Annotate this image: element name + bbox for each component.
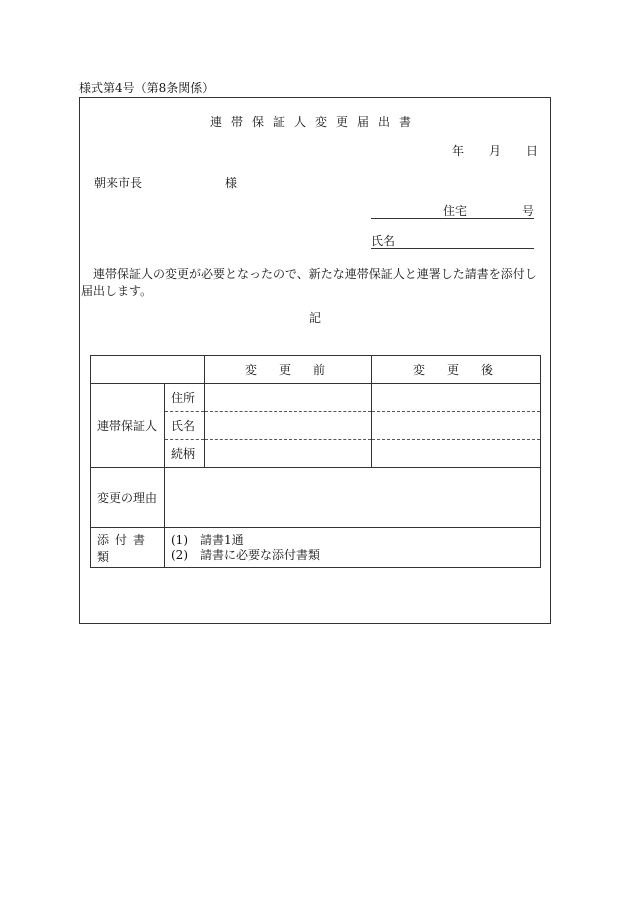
- header-blank-cell: [91, 356, 205, 384]
- header-after: 変更後: [372, 356, 541, 384]
- addressee-suffix: 様: [225, 176, 238, 190]
- attachment-item: (1) 請書1通: [171, 532, 244, 547]
- table-row: [91, 384, 541, 412]
- relation-after-cell[interactable]: [372, 440, 541, 468]
- detail-table: [90, 355, 541, 568]
- date-month: 月: [489, 144, 502, 158]
- addressee-name: 朝来市長: [94, 176, 143, 190]
- ki-heading: 記: [308, 311, 321, 325]
- name-underline: [371, 235, 534, 249]
- address-label: 住宅: [443, 204, 468, 218]
- address-after-cell[interactable]: [372, 384, 541, 412]
- table-row: [91, 528, 541, 568]
- guarantor-label: 連帯保証人: [91, 384, 165, 468]
- table-row: [91, 468, 541, 528]
- reason-label: 変更の理由: [91, 468, 165, 528]
- table-header-row: [91, 356, 541, 384]
- attachments-label: 添付書類: [91, 528, 165, 568]
- date-day: 日: [526, 144, 539, 158]
- row-label-relation: 続柄: [165, 440, 205, 468]
- address-suffix: 号: [522, 204, 535, 218]
- document-title: 連帯保証人変更届出書: [209, 115, 420, 129]
- attachment-item: (2) 請書に必要な添付書類: [171, 547, 320, 562]
- name-label: 氏名: [371, 234, 396, 248]
- date-year: 年: [452, 144, 465, 158]
- date-line: [452, 145, 538, 157]
- form-number: 様式第4号（第8条関係）: [79, 81, 215, 95]
- name-before-cell[interactable]: [205, 412, 372, 440]
- row-label-address: 住所: [165, 384, 205, 412]
- body-text: 連帯保証人の変更が必要となったので、新たな連帯保証人と連署した請書を添付し届出します。: [81, 267, 537, 298]
- name-after-cell[interactable]: [372, 412, 541, 440]
- header-before: 変更前: [205, 356, 372, 384]
- attachments-cell: [165, 528, 541, 568]
- relation-before-cell[interactable]: [205, 440, 372, 468]
- reason-cell[interactable]: [165, 468, 541, 528]
- address-before-cell[interactable]: [205, 384, 372, 412]
- row-label-name: 氏名: [165, 412, 205, 440]
